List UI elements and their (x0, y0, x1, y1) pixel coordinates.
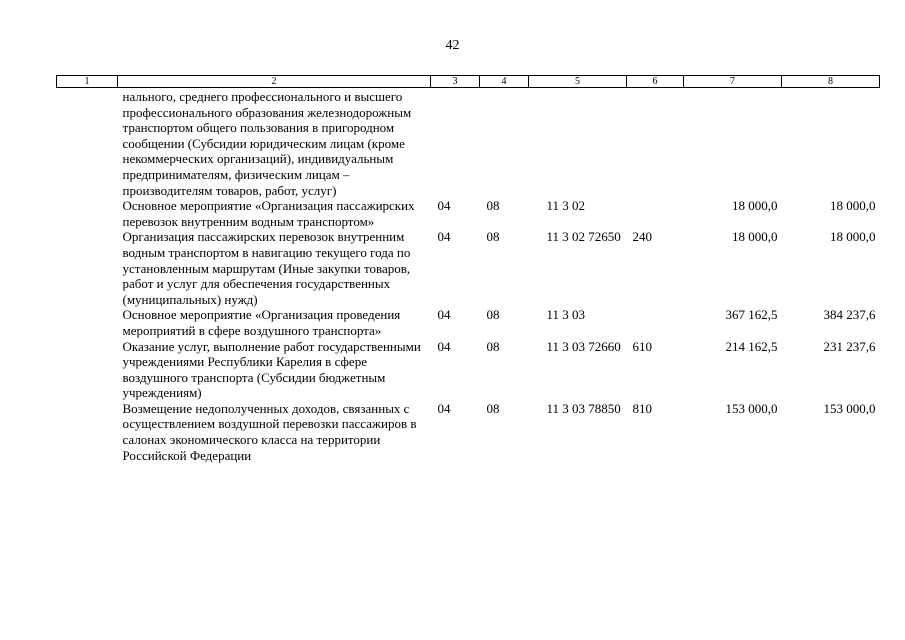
expense-type-cell (627, 88, 684, 199)
row-number-cell (57, 401, 118, 463)
amount-col8-cell (782, 88, 880, 199)
amount-col8-cell: 231 237,6 (823, 338, 876, 354)
section-code-cell: 04 (437, 198, 451, 214)
header-col-7: 7 (684, 76, 782, 88)
expense-type-cell (627, 198, 684, 229)
expense-type-cell: 240 (632, 229, 652, 245)
target-article-cell: 11 3 03 (546, 307, 586, 323)
amount-col7-cell: 18 000,0 (732, 229, 778, 245)
header-col-3: 3 (431, 76, 480, 88)
table-row (57, 198, 880, 229)
expense-type-cell: 610 (632, 338, 652, 354)
amount-col7-cell: 214 162,5 (725, 338, 778, 354)
description-cell: Оказание услуг, выполнение работ государственными учреждениями Республики Карелия в сфере воздушного транспорта (Субсидии бюджетным учреждениям) (122, 338, 421, 401)
section-code-cell: 04 (437, 400, 451, 416)
subsection-code-cell: 08 (486, 229, 500, 245)
table-row (57, 401, 880, 463)
budget-table (56, 75, 880, 463)
row-number-cell (57, 88, 118, 199)
expense-type-cell (627, 307, 684, 338)
table-header (57, 76, 880, 88)
section-code-cell: 04 (437, 338, 451, 354)
table-row (57, 88, 880, 199)
amount-col7-cell: 367 162,5 (725, 307, 778, 323)
target-article-cell: 11 3 03 72660 (546, 338, 621, 354)
description-cell: Основное мероприятие «Организация проведения мероприятий в сфере воздушного транспорта» (122, 307, 401, 338)
amount-col7-cell (684, 88, 782, 199)
row-number-cell (57, 339, 118, 401)
amount-col8-cell: 384 237,6 (823, 307, 876, 323)
table-row (57, 339, 880, 401)
subsection-code-cell: 08 (486, 307, 500, 323)
target-article-cell: 11 3 02 72650 (546, 229, 621, 245)
target-article-cell (529, 88, 627, 199)
row-number-cell (57, 229, 118, 307)
subsection-code-cell: 08 (486, 400, 500, 416)
amount-col8-cell: 153 000,0 (823, 400, 876, 416)
page-number: 42 (445, 38, 460, 53)
row-number-cell (57, 307, 118, 338)
target-article-cell: 11 3 03 78850 (546, 400, 621, 416)
section-code-cell (431, 88, 480, 199)
table-row (57, 307, 880, 338)
header-col-6: 6 (627, 76, 684, 88)
header-col-8: 8 (782, 76, 880, 88)
amount-col8-cell: 18 000,0 (830, 198, 876, 214)
description-cell: Организация пассажирских перевозок внутренним водным транспортом в навигацию текущего года по установленным маршрутам (Иные закупки товаров, работ и услуг для обеспечения государственных (муниципальных) нужд) (122, 229, 411, 307)
table-row (57, 229, 880, 307)
section-code-cell: 04 (437, 229, 451, 245)
subsection-code-cell: 08 (486, 338, 500, 354)
description-cell: нального, среднего профессионального и высшего профессионального образования железнодорожным транспортом общего пользования в пригородном сообщении (Субсидии юридическим лицам (кроме некоммерческих организаций), индивидуальным предпринимателям, физическим лицам – производителям товаров, работ, услуг) (122, 89, 412, 198)
expense-type-cell: 810 (632, 400, 652, 416)
description-cell: Основное мероприятие «Организация пассажирских перевозок внутренним водным транспортом» (122, 198, 415, 229)
header-row (57, 76, 880, 88)
row-number-cell (57, 198, 118, 229)
table-body (57, 88, 880, 464)
description-cell: Возмещение недополученных доходов, связанных с осуществлением воздушной перевозки пассажиров в салонах экономического класса на территории Российской Федерации (122, 400, 417, 463)
header-col-5: 5 (529, 76, 627, 88)
amount-col7-cell: 153 000,0 (725, 400, 778, 416)
subsection-code-cell: 08 (486, 198, 500, 214)
header-col-4: 4 (480, 76, 529, 88)
amount-col8-cell: 18 000,0 (830, 229, 876, 245)
target-article-cell: 11 3 02 (546, 198, 586, 214)
subsection-code-cell (480, 88, 529, 199)
amount-col7-cell: 18 000,0 (732, 198, 778, 214)
header-col-2: 2 (118, 76, 431, 88)
header-col-1: 1 (57, 76, 118, 88)
section-code-cell: 04 (437, 307, 451, 323)
